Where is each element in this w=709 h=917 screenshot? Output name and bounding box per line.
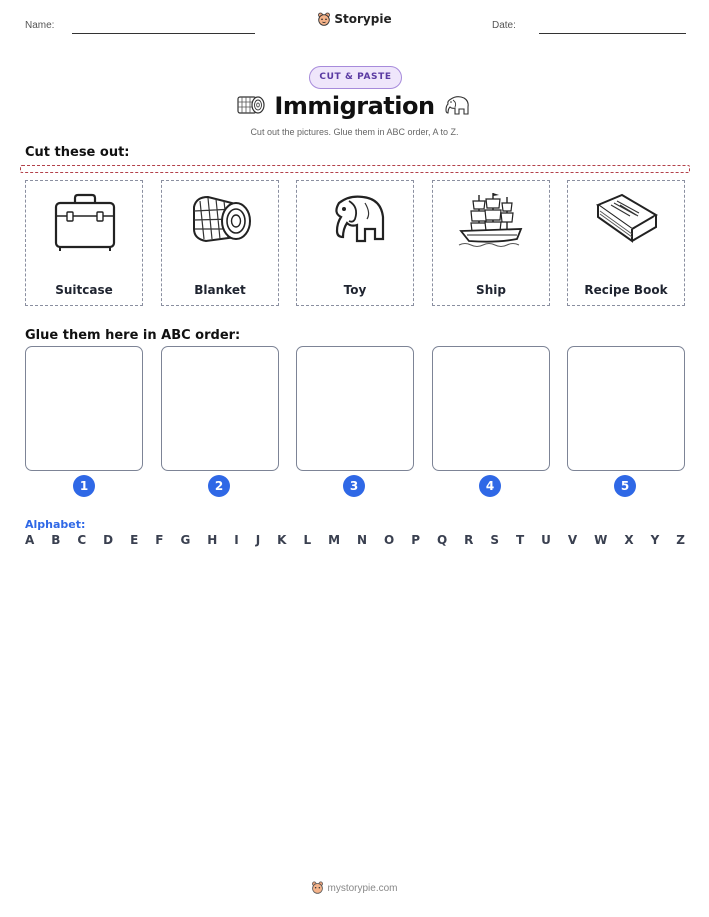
order-number-5: 5 xyxy=(614,475,636,497)
alphabet-row xyxy=(25,533,685,547)
alphabet-letter: A xyxy=(25,533,35,547)
card-label: Ship xyxy=(476,283,506,297)
alphabet-letter: Z xyxy=(676,533,685,547)
alphabet-letter: L xyxy=(303,533,312,547)
alphabet-letter: D xyxy=(103,533,114,547)
brand xyxy=(0,12,709,29)
alphabet-letter: P xyxy=(411,533,420,547)
elephant-icon xyxy=(442,94,472,122)
alphabet-letter: Y xyxy=(650,533,660,547)
alphabet-letter: R xyxy=(464,533,474,547)
order-number-4: 4 xyxy=(479,475,501,497)
card-label: Suitcase xyxy=(55,283,113,297)
sailing-ship-icon xyxy=(457,189,527,259)
footer xyxy=(0,881,709,897)
alphabet-heading: Alphabet: xyxy=(25,518,86,531)
alphabet-letter: I xyxy=(234,533,239,547)
date-line[interactable] xyxy=(539,33,686,34)
footer-url[interactable]: mystorypie.com xyxy=(327,883,398,894)
glue-box-5[interactable] xyxy=(567,346,685,471)
cut-card-blanket[interactable] xyxy=(161,180,279,306)
alphabet-letter: Q xyxy=(436,533,448,547)
glue-box-3[interactable] xyxy=(296,346,414,471)
cut-card-toy[interactable] xyxy=(296,180,414,306)
alphabet-letter: N xyxy=(357,533,368,547)
alphabet-letter: T xyxy=(515,533,525,547)
order-number-1: 1 xyxy=(73,475,95,497)
order-number-2: 2 xyxy=(208,475,230,497)
book-icon xyxy=(592,189,662,259)
brand-name: Storypie xyxy=(334,12,392,26)
elephant-toy-icon xyxy=(321,189,391,259)
blanket-roll-icon xyxy=(186,189,256,259)
cut-card-ship[interactable] xyxy=(432,180,550,306)
alphabet-letter: H xyxy=(207,533,218,547)
name-label: Name: xyxy=(25,20,55,31)
cut-card-recipe-book[interactable] xyxy=(567,180,685,306)
card-label: Recipe Book xyxy=(584,283,668,297)
order-number-3: 3 xyxy=(343,475,365,497)
storypie-logo-icon xyxy=(311,881,324,897)
alphabet-letter: B xyxy=(51,533,61,547)
cut-section-heading: Cut these out: xyxy=(25,145,130,160)
alphabet-letter: G xyxy=(180,533,191,547)
card-label: Toy xyxy=(343,283,367,297)
glue-box-1[interactable] xyxy=(25,346,143,471)
alphabet-letter: U xyxy=(541,533,551,547)
glue-section-heading: Glue them here in ABC order: xyxy=(25,328,241,343)
alphabet-letter: K xyxy=(277,533,287,547)
alphabet-letter: X xyxy=(624,533,634,547)
card-label: Blanket xyxy=(194,283,246,297)
alphabet-letter: O xyxy=(384,533,395,547)
alphabet-letter: F xyxy=(155,533,164,547)
alphabet-letter: M xyxy=(328,533,341,547)
cut-line xyxy=(20,165,690,173)
alphabet-letter: S xyxy=(490,533,499,547)
alphabet-letter: E xyxy=(130,533,139,547)
glue-box-2[interactable] xyxy=(161,346,279,471)
cut-card-suitcase[interactable] xyxy=(25,180,143,306)
alphabet-letter: C xyxy=(77,533,87,547)
suitcase-icon xyxy=(50,189,120,259)
instructions: Cut out the pictures. Glue them in ABC order, A to Z. xyxy=(250,127,459,137)
page-title: Immigration xyxy=(274,92,435,120)
date-label: Date: xyxy=(492,20,516,31)
alphabet-letter: V xyxy=(567,533,578,547)
alphabet-letter: J xyxy=(255,533,261,547)
name-line[interactable] xyxy=(72,33,255,34)
cut-paste-badge: CUT & PASTE xyxy=(309,66,402,89)
storypie-logo-icon xyxy=(317,12,331,29)
alphabet-letter: W xyxy=(594,533,608,547)
glue-box-4[interactable] xyxy=(432,346,550,471)
